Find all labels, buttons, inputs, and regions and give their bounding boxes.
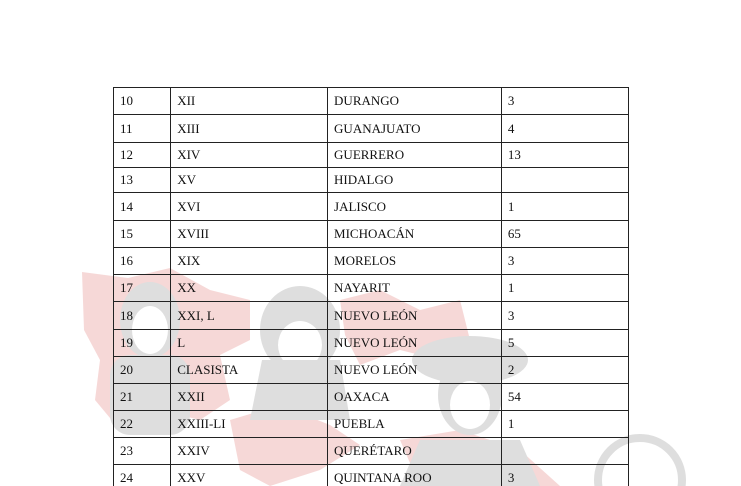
count-cell: 13 xyxy=(501,143,628,168)
state-cell: JALISCO xyxy=(328,193,502,221)
table-row xyxy=(114,384,629,411)
district-cell: XVIII xyxy=(171,221,328,248)
row-number-cell: 23 xyxy=(114,438,171,465)
table-row xyxy=(114,168,629,193)
state-cell: MICHOACÁN xyxy=(328,221,502,248)
table-row xyxy=(114,465,629,486)
district-cell: XXIII-LI xyxy=(171,411,328,438)
count-cell: 2 xyxy=(501,357,628,384)
table-row xyxy=(114,88,629,115)
table-row xyxy=(114,221,629,248)
district-cell: XVI xyxy=(171,193,328,221)
row-number-cell: 18 xyxy=(114,302,171,330)
district-cell: XIV xyxy=(171,143,328,168)
table-row xyxy=(114,193,629,221)
row-number-cell: 12 xyxy=(114,143,171,168)
count-cell: 65 xyxy=(501,221,628,248)
count-cell: 1 xyxy=(501,275,628,302)
state-cell: HIDALGO xyxy=(328,168,502,193)
row-number-cell: 19 xyxy=(114,330,171,357)
table-row xyxy=(114,275,629,302)
table-row xyxy=(114,411,629,438)
row-number-cell: 20 xyxy=(114,357,171,384)
count-cell: 3 xyxy=(501,302,628,330)
district-cell: XIX xyxy=(171,248,328,275)
count-cell: 1 xyxy=(501,193,628,221)
count-cell: 54 xyxy=(501,384,628,411)
state-cell: NUEVO LEÓN xyxy=(328,330,502,357)
state-cell: MORELOS xyxy=(328,248,502,275)
state-cell: DURANGO xyxy=(328,88,502,115)
state-cell: NUEVO LEÓN xyxy=(328,302,502,330)
district-cell: XXV xyxy=(171,465,328,486)
count-cell: 5 xyxy=(501,330,628,357)
table-row xyxy=(114,115,629,143)
state-cell: NUEVO LEÓN xyxy=(328,357,502,384)
row-number-cell: 13 xyxy=(114,168,171,193)
table-row xyxy=(114,302,629,330)
district-cell: XX xyxy=(171,275,328,302)
count-cell: 4 xyxy=(501,115,628,143)
row-number-cell: 11 xyxy=(114,115,171,143)
row-number-cell: 17 xyxy=(114,275,171,302)
state-cell: NAYARIT xyxy=(328,275,502,302)
state-cell: GUERRERO xyxy=(328,143,502,168)
count-cell: 3 xyxy=(501,248,628,275)
district-cell: XXII xyxy=(171,384,328,411)
row-number-cell: 22 xyxy=(114,411,171,438)
district-cell: XXI, L xyxy=(171,302,328,330)
table-row xyxy=(114,438,629,465)
districts-table xyxy=(113,87,629,486)
district-cell: CLASISTA xyxy=(171,357,328,384)
table-row xyxy=(114,248,629,275)
row-number-cell: 24 xyxy=(114,465,171,486)
state-cell: QUINTANA ROO xyxy=(328,465,502,486)
count-cell xyxy=(501,168,628,193)
district-cell: XXIV xyxy=(171,438,328,465)
count-cell: 1 xyxy=(501,411,628,438)
row-number-cell: 16 xyxy=(114,248,171,275)
state-cell: QUERÉTARO xyxy=(328,438,502,465)
district-cell: L xyxy=(171,330,328,357)
row-number-cell: 15 xyxy=(114,221,171,248)
state-cell: GUANAJUATO xyxy=(328,115,502,143)
count-cell xyxy=(501,438,628,465)
district-cell: XIII xyxy=(171,115,328,143)
district-cell: XV xyxy=(171,168,328,193)
state-cell: PUEBLA xyxy=(328,411,502,438)
state-cell: OAXACA xyxy=(328,384,502,411)
row-number-cell: 10 xyxy=(114,88,171,115)
row-number-cell: 14 xyxy=(114,193,171,221)
table-row xyxy=(114,330,629,357)
count-cell: 3 xyxy=(501,88,628,115)
table-row xyxy=(114,357,629,384)
count-cell: 3 xyxy=(501,465,628,486)
row-number-cell: 21 xyxy=(114,384,171,411)
district-cell: XII xyxy=(171,88,328,115)
table-row xyxy=(114,143,629,168)
